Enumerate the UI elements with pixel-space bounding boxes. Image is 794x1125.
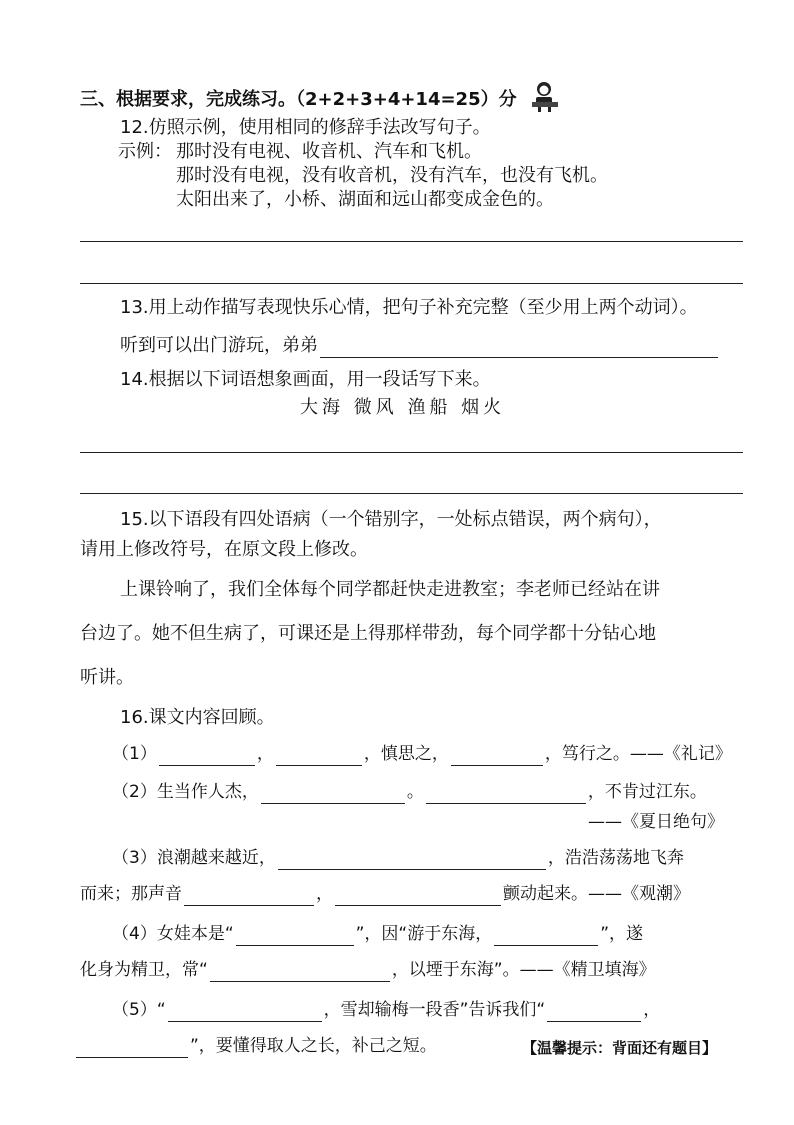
q15-paragraph-line1[interactable]: 上课铃响了，我们全体每个同学都赶快走进教室；李老师已经站在讲	[120, 579, 660, 600]
q16-prompt: 16.课文内容回顾。	[120, 707, 275, 728]
item4-start: （4）女娃本是“	[112, 924, 234, 944]
q15-paragraph-line2[interactable]: 台边了。她不但生病了，可课还是上得那样带劲，每个同学都十分钻心地	[80, 623, 656, 644]
item3-line2-mid: ，	[316, 884, 333, 904]
q12-task-sentence: 太阳出来了，小桥、湖面和远山都变成金色的。	[176, 189, 554, 210]
item2-mid: 。	[406, 782, 424, 802]
q12-example-line2: 那时没有电视，没有收音机，没有汽车，也没有飞机。	[176, 165, 608, 186]
section-title: 三、根据要求，完成练习。（2+2+3+4+14=25）分	[80, 89, 517, 110]
q14-prompt: 14.根据以下词语想象画面，用一段话写下来。	[120, 369, 491, 390]
fill-blank[interactable]	[278, 851, 546, 870]
fill-blank[interactable]	[261, 785, 405, 804]
q15-prompt-line2: 请用上修改符号，在原文段上修改。	[80, 539, 368, 560]
q12-example-label: 示例：	[118, 141, 172, 162]
item3-line2-start: 而来；那声音	[80, 884, 182, 904]
q16-item4-line2	[80, 958, 656, 982]
q16-item2	[112, 780, 707, 804]
q15-prompt-line1: 15.以下语段有四处语病（一个错别字，一处标点错误，两个病句），	[120, 509, 662, 530]
fill-blank[interactable]	[451, 747, 543, 766]
q14-words: 大海 微风 渔船 烟火	[300, 397, 506, 418]
item1-end: ，笃行之。——《礼记》	[544, 744, 732, 764]
q16-item4	[112, 922, 643, 946]
q13-sentence-start: 听到可以出门游玩，弟弟	[120, 335, 318, 356]
item1-sep2: ，慎思之，	[363, 744, 449, 764]
item5-start: （5）“	[112, 1000, 166, 1020]
item4-end: ”，遂	[600, 924, 644, 944]
back-page-tip: 【温馨提示：背面还有题目】	[522, 1039, 718, 1057]
q16-item1	[112, 742, 732, 766]
item3-start: （3）浪潮越来越近，	[112, 848, 276, 868]
q16-item5	[112, 998, 660, 1022]
fill-blank[interactable]	[210, 963, 390, 982]
item1-sep1: ，	[256, 744, 274, 764]
item4-line2-start: 化身为精卫，常“	[80, 960, 208, 980]
item5-end: ，	[643, 1000, 661, 1020]
item5-mid: ，雪却输梅一段香”告诉我们“	[323, 1000, 546, 1020]
q16-item3	[112, 846, 684, 870]
q12-example-line1: 那时没有电视、收音机、汽车和飞机。	[176, 141, 482, 162]
answer-line[interactable]	[80, 452, 743, 453]
q13-prompt: 13.用上动作描写表现快乐心情，把句子补充完整（至少用上两个动词）。	[120, 297, 698, 318]
fill-blank[interactable]	[426, 785, 586, 804]
fill-blank[interactable]	[335, 887, 501, 906]
item5-line2-end: ”，要懂得取人之长，补己之短。	[190, 1036, 437, 1056]
fill-blank[interactable]	[320, 339, 718, 358]
q16-item5-line2	[74, 1034, 437, 1058]
item3-end: ，浩浩荡荡地飞奔	[547, 848, 684, 868]
item2-end: ，不肯过江东。	[587, 782, 707, 802]
fill-blank[interactable]	[494, 927, 598, 946]
item4-line2-end: ，以堙于东海”。——《精卫填海》	[391, 960, 656, 980]
fill-blank[interactable]	[76, 1039, 188, 1058]
item4-mid: ”，因“游于东海，	[355, 924, 493, 944]
answer-line[interactable]	[80, 283, 743, 284]
q13-sentence	[120, 334, 720, 358]
fill-blank[interactable]	[184, 887, 314, 906]
q15-paragraph-line3[interactable]: 听讲。	[80, 667, 134, 688]
item2-source: ——《夏日绝句》	[588, 812, 724, 832]
fill-blank[interactable]	[159, 747, 255, 766]
student-reading-icon	[530, 80, 560, 112]
item2-start: （2）生当作人杰，	[112, 782, 259, 802]
q12-prompt: 12.仿照示例，使用相同的修辞手法改写句子。	[120, 117, 491, 138]
answer-line[interactable]	[80, 493, 743, 494]
q16-item3-line2	[80, 882, 690, 906]
fill-blank[interactable]	[168, 1003, 322, 1022]
fill-blank[interactable]	[236, 927, 354, 946]
answer-line[interactable]	[80, 241, 743, 242]
fill-blank[interactable]	[276, 747, 362, 766]
item1-number: （1）	[112, 744, 157, 764]
item3-line2-end: 颤动起来。——《观潮》	[503, 884, 690, 904]
fill-blank[interactable]	[547, 1003, 641, 1022]
